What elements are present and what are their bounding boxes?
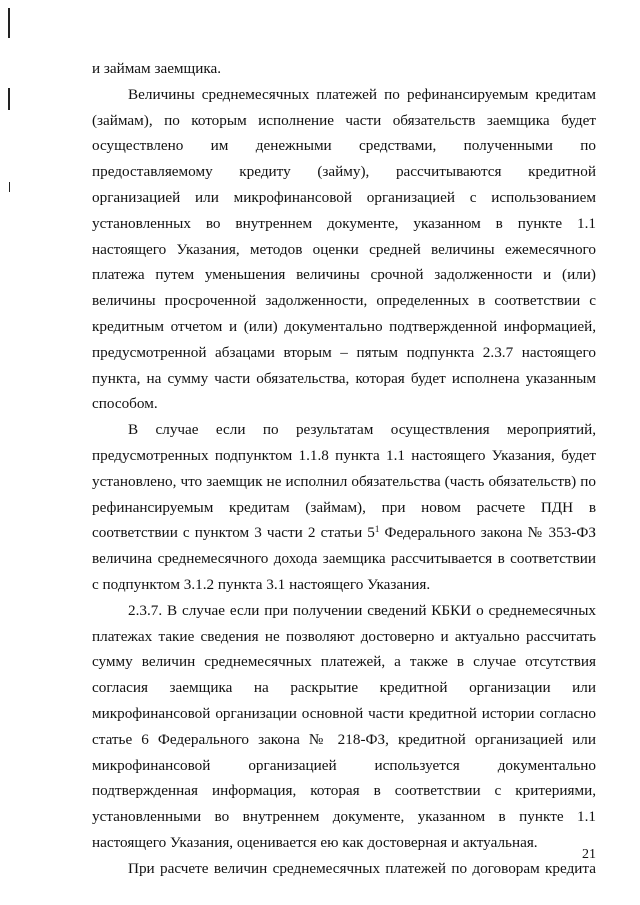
paragraph: 2.3.7. В случае если при получении сведений КБКИ о среднемесячных платежах такие сведения не позволяют достоверно и актуально рассчитать сумму величин среднемесячных платежей, а также в случае отсутствия согласия заемщика на раскрытие кредитной организации или микрофинансовой организации основной части кредитной истории согласно статье 6 Федерального закона № 218-ФЗ, кредитной организацией или микрофинансовой организацией используется документально подтвержденная информация, которая в соответствии с критериями, установленными во внутреннем документе, указанном в пункте 1.1 настоящего Указания, оценивается ею как достоверная и актуальная. [92,601,596,851]
paragraph: При расчете величин среднемесячных платежей по договорам кредита [128,859,596,877]
scan-edge-mark [8,8,10,38]
paragraph: Величины среднемесячных платежей по рефинансируемым кредитам (займам), по которым исполнение части обязательств заемщика будет осуществлено им денежными средствами, полученными по предоставляемому кредиту (займу), рассчитываются кредитной организацией или микрофинансовой организацией с использованием установленных во внутреннем документе, указанном в пункте 1.1 настоящего Указания, методов оценки средней величины ежемесячного платежа путем уменьшения величины срочной задолженности и (или) величины просроченной задолженности, определенных в соответствии с кредитным отчетом и (или) документально подтвержденной информацией, предусмотренной абзацами вторым – пятым подпункта 2.3.7 настоящего пункта, на сумму части обязательства, которая будет исполнена указанным способом. [92,85,596,413]
page-number: 21 [582,847,596,862]
paragraph-text: В случае если по результатам осуществления мероприятий, предусмотренных подпунктом 1.1.8 пункта 1.1 настоящего Указания, будет установлено, что заемщик не исполнил обязательства (часть обязательств) по рефинансируемым кредитам (займам), при новом расчете ПДН в соответствии с пунктом 3 части 2 статьи 5 [92,421,596,542]
superscript: 1 [374,524,380,535]
scan-edge-mark [9,182,10,192]
paragraph-text: Федерального закона № 353-ФЗ величина среднемесячного дохода заемщика рассчитывается в соответствии с подпунктом 3.1.2 пункта 3.1 настоящего Указания. [92,524,596,593]
paragraph: и займам заемщика. [92,60,222,77]
scan-edge-mark [8,88,10,110]
paragraph [92,417,596,598]
document-body [92,56,596,882]
